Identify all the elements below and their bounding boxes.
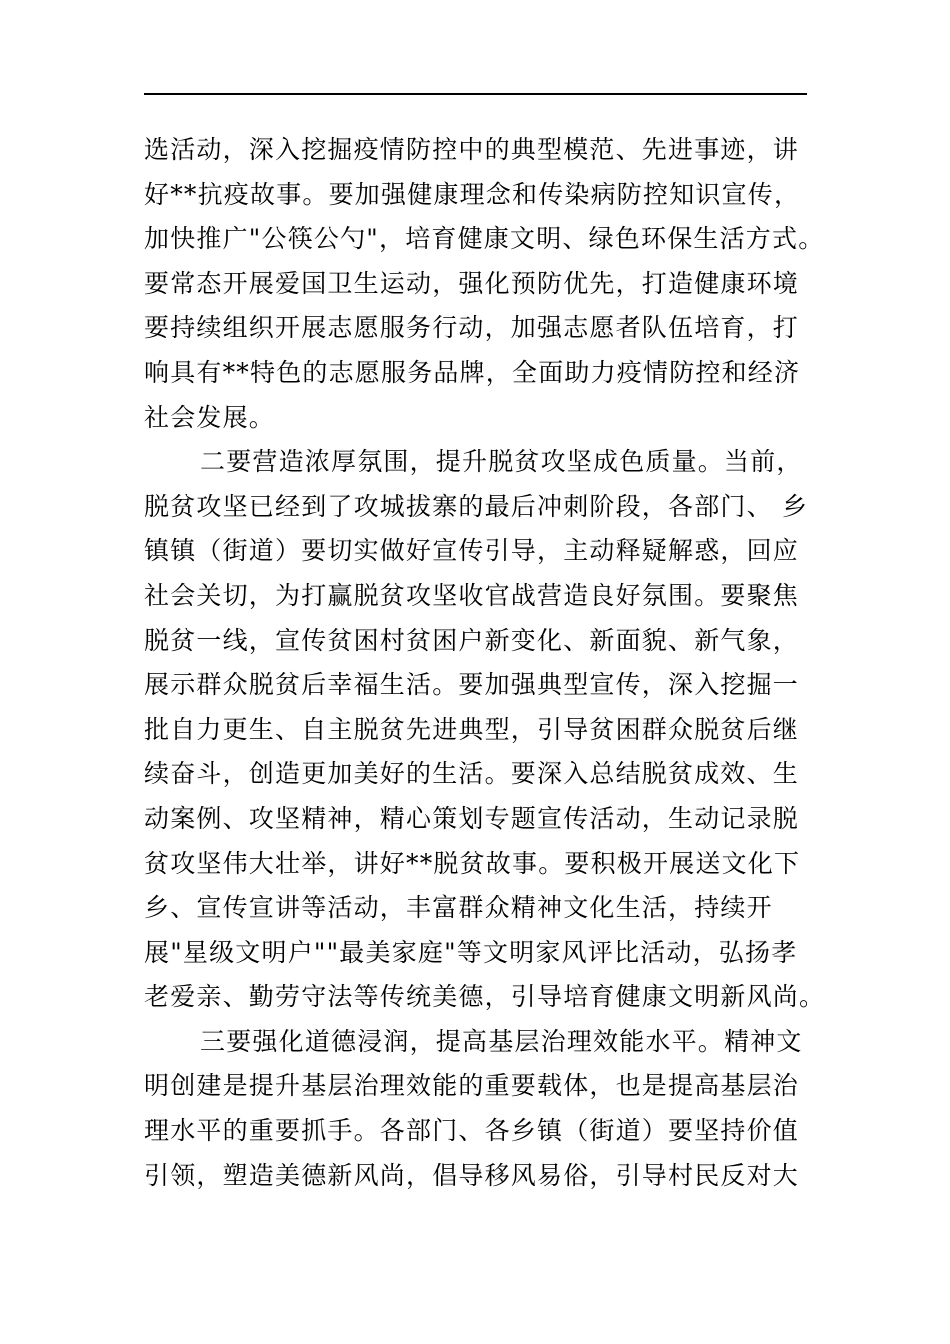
text-line: 镇镇（街道）要切实做好宣传引导，主动释疑解惑，回应 — [144, 536, 800, 566]
text-line: 好**抗疫故事。要加强健康理念和传染病防控知识宣传， — [144, 179, 801, 209]
text-line: 要持续组织开展志愿服务行动，加强志愿者队伍培育，打 — [144, 313, 800, 343]
text-line: 加快推广"公筷公勺"，培育健康文明、绿色环保生活方式。 — [144, 224, 825, 254]
header-rule — [144, 93, 807, 95]
text-line: 响具有**特色的志愿服务品牌，全面助力疫情防控和经济 — [144, 357, 801, 387]
text-line: 社会发展。 — [144, 402, 276, 432]
text-line: 展"星级文明户""最美家庭"等文明家风评比活动，弘扬孝 — [144, 937, 798, 967]
text-line: 批自力更生、自主脱贫先进典型，引导贫困群众脱贫后继 — [144, 714, 800, 744]
document-body — [144, 128, 826, 1198]
text-line: 理水平的重要抓手。各部门、各乡镇（街道）要坚持价值 — [144, 1116, 800, 1146]
text-line: 明创建是提升基层治理效能的重要载体，也是提高基层治 — [144, 1071, 800, 1101]
text-line: 乡、宣传宣讲等活动，丰富群众精神文化生活，持续开 — [144, 893, 773, 923]
text-line: 要常态开展爱国卫生运动，强化预防优先，打造健康环境 — [144, 268, 800, 298]
text-line: 引领，塑造美德新风尚，倡导移风易俗，引导村民反对大 — [144, 1160, 800, 1190]
text-line: 动案例、攻坚精神，精心策划专题宣传活动，生动记录脱 — [144, 803, 800, 833]
text-line: 展示群众脱贫后幸福生活。要加强典型宣传，深入挖掘一 — [144, 670, 800, 700]
text-line: 脱贫一线，宣传贫困村贫困户新变化、新面貌、新气象， — [144, 625, 800, 655]
text-line: 贫攻坚伟大壮举，讲好**脱贫故事。要积极开展送文化下 — [144, 848, 801, 878]
paragraph-three-first-line: 三要强化道德浸润，提高基层治理效能水平。精神文 — [200, 1026, 803, 1056]
text-line: 选活动，深入挖掘疫情防控中的典型模范、先进事迹，讲 — [144, 135, 800, 164]
text-line: 续奋斗，创造更加美好的生活。要深入总结脱贫成效、生 — [144, 759, 800, 789]
text-line: 老爱亲、勤劳守法等传统美德，引导培育健康文明新风尚。 — [144, 982, 826, 1012]
paragraph-two-first-line: 二要营造浓厚氛围，提升脱贫攻坚成色质量。当前， — [200, 447, 803, 477]
text-line: 脱贫攻坚已经到了攻城拔寨的最后冲刺阶段，各部门、 乡 — [144, 491, 809, 521]
text-line: 社会关切，为打赢脱贫攻坚收官战营造良好氛围。要聚焦 — [144, 580, 800, 610]
